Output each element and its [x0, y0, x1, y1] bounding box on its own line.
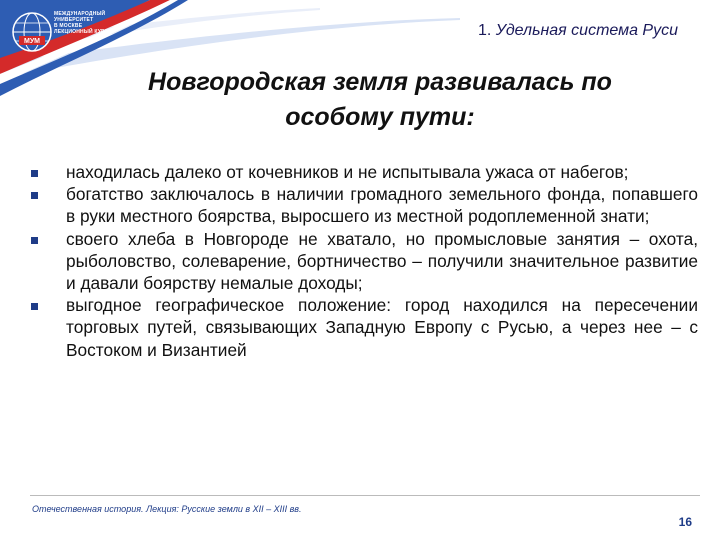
logo-emblem-text: МУМ	[23, 38, 41, 45]
bullet-text: находилась далеко от кочевников и не испытывала ужаса от набегов;	[66, 162, 629, 182]
footer-divider	[30, 495, 700, 496]
bullet-list	[30, 161, 698, 361]
slide-title	[80, 65, 680, 135]
bullet-item	[30, 183, 698, 227]
bullet-item	[30, 161, 698, 183]
university-logo	[6, 6, 136, 66]
bullet-text: богатство заключалось в наличии громадного земельного фонда, попавшего в руки местного боярства, выросшего из местной родоплеменной знати;	[66, 184, 698, 227]
logo-line: УНИВЕРСИТЕТ	[54, 17, 94, 23]
section-header	[478, 22, 678, 40]
bullet-square-icon	[31, 303, 38, 310]
globe-emblem-icon	[10, 10, 54, 54]
logo-line: В МОСКВЕ	[54, 23, 83, 29]
slide-title-line-1: Новгородская земля развивалась по	[148, 68, 612, 96]
logo-line: ЛЕКЦИОННЫЙ КУРС	[54, 29, 109, 35]
section-title: Удельная система Руси	[495, 22, 678, 39]
bullet-item	[30, 228, 698, 295]
slide-title-line-2: особому пути:	[285, 103, 475, 131]
bullet-square-icon	[31, 170, 38, 177]
section-number: 1.	[477, 22, 492, 39]
bullet-square-icon	[31, 237, 38, 244]
footer-caption: Отечественная история. Лекция: Русские земли в XII – XIII вв.	[32, 504, 302, 514]
bullet-square-icon	[31, 192, 38, 199]
bullet-item	[30, 294, 698, 361]
logo-line: МЕЖДУНАРОДНЫЙ	[54, 11, 106, 17]
logo-text	[54, 11, 134, 35]
bullet-text: своего хлеба в Новгороде не хватало, но промысловые занятия – охота, рыболовство, солеварение, бортничество – получили значительное развитие и давали боярству немалые доходы;	[66, 228, 698, 294]
page-number: 16	[678, 515, 692, 529]
bullet-text: выгодное географическое положение: город находился на пересечении торговых путей, связывающих Западную Европу с Русью, а через нее – с Востоком и Византией	[66, 295, 698, 360]
